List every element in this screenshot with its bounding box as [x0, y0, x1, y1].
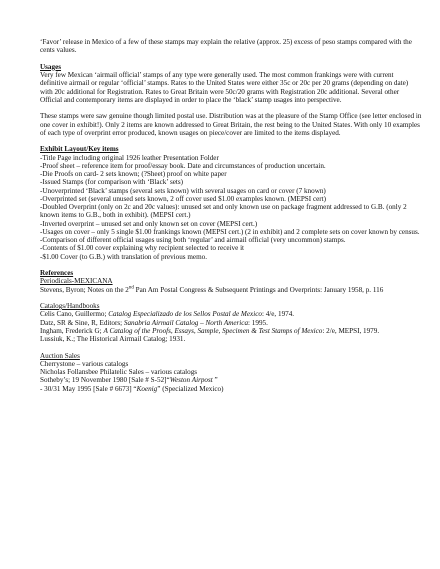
periodicals-heading: Periodicals-MEXICANA: [40, 277, 113, 286]
auction-heading: Auction Sales: [40, 351, 80, 360]
reference-celis: [40, 310, 422, 318]
reference-text: : 2/e, MEPSI, 1979.: [322, 326, 380, 335]
exhibit-item: -Title Page including original 1926 leather Presentation Folder: [40, 153, 219, 162]
reference-title: Sanabria Airmail Catalog – North America: [123, 318, 249, 327]
reference-cherrystone: Cherrystone – various catalogs: [40, 359, 129, 368]
reference-text: ”: [212, 376, 218, 385]
spacer: [40, 343, 422, 351]
reference-title: Koenig: [136, 384, 158, 393]
reference-text: : 1995.: [248, 318, 268, 327]
reference-text: Celis Cano, Guillermo;: [40, 310, 109, 319]
exhibit-item: -Proof sheet – reference item for proof/essay book. Date and circumstances of production uncertain.: [40, 161, 326, 170]
reference-text: Stevens, Byron; Notes on the 2: [40, 285, 129, 294]
reference-text: Pan Am Postal Congress & Subsequent Printings and Overprints: January 1958, p. 116: [133, 285, 384, 294]
exhibit-item: -Doubled Overprint (only on 2c and 20c values): unused set and only known use on package fragment addressed to G.B. (only 2 known items to G.B., both in exhibit). (MEPSI cert.): [40, 203, 407, 220]
reference-datz: [40, 319, 422, 327]
exhibit-item: -$1.00 Cover (to G.B.) with translation of previous memo.: [40, 252, 207, 261]
reference-ingham: [40, 327, 422, 335]
reference-lussiuk: Lussiuk, K.; The Historical Airmail Catalog; 1931.: [40, 335, 186, 343]
references-heading: References: [40, 269, 74, 277]
reference-koenig: [40, 385, 422, 393]
exhibit-item: -Issued Stamps (for comparison with ‘Black’ sets): [40, 178, 184, 187]
reference-stevens: [40, 286, 422, 294]
document-page: [40, 38, 422, 393]
exhibit-item: -Die Proofs on card- 2 sets known; (?Sheet) proof on white paper: [40, 170, 227, 178]
exhibit-item: -Contents of $1.00 cover explaining why recipient selected to receive it: [40, 244, 245, 253]
intro-paragraph: ‘Favor’ release in Mexico of a few of these stamps may explain the relative (approx. 25) excess of peso stamps compared with the cents values.: [40, 38, 412, 55]
exhibit-item: -Overprinted set (several unused sets known, 2 off cover used $1.00 examples known. (MEPSI cert): [40, 194, 327, 203]
reference-title: A Catalog of the Proofs, Essays, Sample, Specimen & Test Stamps of Mexico: [103, 326, 323, 335]
ordinal-superscript: nd: [128, 285, 134, 291]
reference-text: Datz, SR & Sine, R, Editors;: [40, 318, 124, 327]
catalogs-heading: Catalogs/Handbooks: [40, 302, 100, 310]
reference-text: : 4/e, 1974.: [261, 310, 295, 319]
spacer: [40, 261, 422, 269]
usages-paragraph-1: Very few Mexican ‘airmail official’ stamps of any type were generally used. The most common frankings were with current definitive airmail or regular ‘official’ stamps. Rates to the United States were either 35c or 20c per 20 grams (depending on date) with 20c additional for Registration. Rates to Great Britain were 50c/20 grams with Registration 20c additional. Several other Official and contemporary items are displayed in order to place the ‘black’ stamp usages into perspective.: [40, 71, 409, 104]
usages-heading: Usages: [40, 62, 62, 71]
exhibit-item: -Inverted overprint – unused set and only known set on cover (MEPSI cert.): [40, 219, 258, 228]
exhibit-item: -Usages on cover – only 5 single $1.00 frankings known (MEPSI cert.) (2 in exhibit) and 2 complete sets on cover known by census.: [40, 227, 420, 236]
exhibit-item: -Comparison of different official usages using both ‘regular’ and airmail official (very uncommon) stamps.: [40, 236, 346, 244]
reference-text: - 30/31 May 1995 [Sale # 6673] “: [40, 384, 137, 393]
usages-paragraph-2: These stamps were saw genuine though limited postal use. Distribution was at the pleasure of the Stamp Office (see letter enclosed in one cover in exhibit!). Only 2 items are known addressed to Great Britain, the rest being to the United States. With only 10 examples of each type of overprint error produced, known usages on piece/cover are limited to the items displayed.: [40, 112, 422, 137]
spacer: [40, 137, 422, 145]
exhibit-heading: Exhibit Layout/Key items: [40, 145, 119, 154]
spacer: [40, 55, 422, 63]
reference-sothebys: [40, 376, 422, 384]
spacer: [40, 104, 422, 112]
reference-text: ” (Specialized Mexico): [157, 384, 224, 393]
reference-text: Ingham, Frederick G;: [40, 326, 104, 335]
spacer: [40, 294, 422, 302]
exhibit-item: -Unoverprinted ‘Black’ stamps (several sets known) with several usages on card or cover (7 known): [40, 186, 326, 195]
reference-nicholas: Nicholas Follansbee Philatelic Sales – various catalogs: [40, 368, 198, 376]
reference-text: Sotheby’s; 19 November 1980 [Sale # S-52]“: [40, 376, 170, 385]
reference-title: Catalog Especializado de los Sellos Postal de Mexico: [108, 310, 262, 319]
reference-title: Weston Airpost: [169, 376, 213, 385]
